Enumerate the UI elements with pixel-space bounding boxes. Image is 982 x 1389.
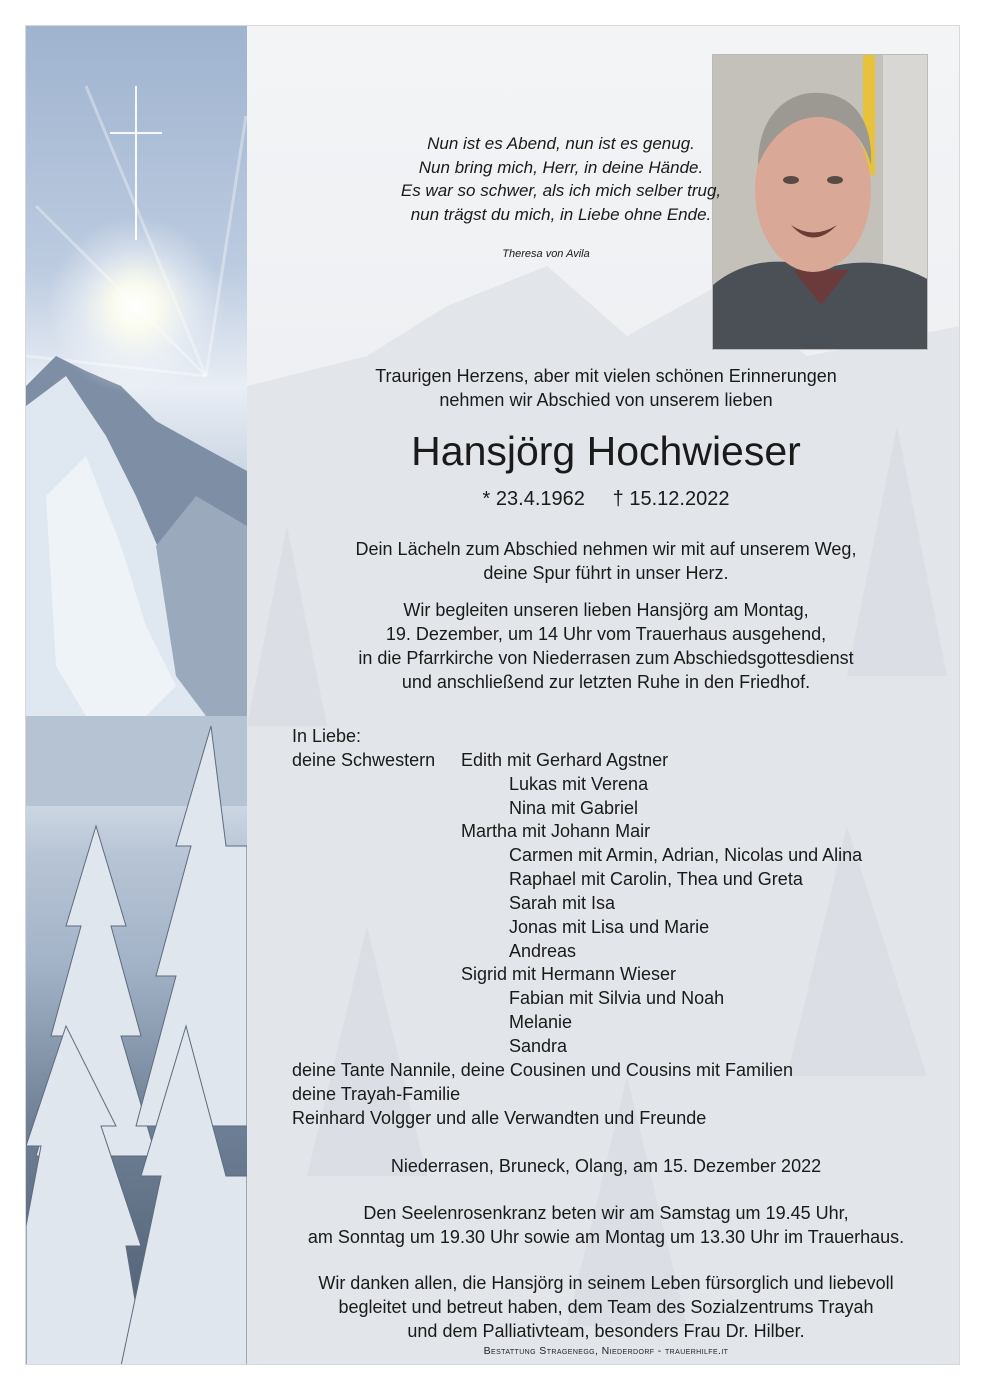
relative-name: Sandra	[509, 1035, 568, 1056]
intro-text	[271, 364, 941, 412]
paragraph-line: Den Seelenrosenkranz beten wir am Samstag um 19.45 Uhr,	[363, 1203, 849, 1223]
poem-line: nun trägst du mich, in Liebe ohne Ende.	[410, 204, 712, 224]
relative-name: Lukas mit Verena	[509, 773, 649, 794]
obituary-sheet	[25, 25, 960, 1365]
paragraph-line: 19. Dezember, um 14 Uhr vom Trauerhaus ausgehend,	[385, 624, 827, 644]
intro-line: Traurigen Herzens, aber mit vielen schönen Erinnerungen	[375, 366, 837, 386]
thanks-paragraph	[261, 1271, 951, 1343]
funeral-home-footer: Bestattung Stragenegg, Niederdorf - trauerhilfe.it	[483, 1345, 729, 1357]
life-dates	[271, 488, 941, 511]
poem-line: Nun ist es Abend, nun ist es genug.	[427, 134, 695, 153]
intro-line: nehmen wir Abschied von unserem lieben	[439, 390, 773, 410]
rosary-paragraph	[261, 1201, 951, 1249]
sisters-line	[292, 749, 862, 773]
sun-glow	[46, 216, 226, 396]
relative-name: Raphael mit Carolin, Thea und Greta	[509, 869, 803, 890]
farewell-paragraph	[261, 537, 951, 585]
sister-name: Sigrid mit Hermann Wieser	[461, 964, 677, 985]
paragraph-line: und anschließend zur letzten Ruhe in den Friedhof.	[401, 672, 811, 692]
sister-name: Edith mit Gerhard Agstner	[461, 749, 669, 770]
cross-icon-vertical	[135, 86, 137, 240]
funeral-info-paragraph	[261, 598, 951, 694]
poem-line: Es war so schwer, als ich mich selber trug,	[400, 181, 722, 200]
birth-date: * 23.4.1962	[482, 488, 585, 510]
poem-line: Nun bring mich, Herr, in deine Hände.	[418, 157, 704, 177]
paragraph-line: deine Spur führt in unser Herz.	[483, 563, 729, 583]
sister-name: Martha mit Johann Mair	[461, 821, 651, 842]
poem	[281, 132, 841, 226]
paragraph-line: und dem Palliativteam, besonders Frau Dr. Hilber.	[407, 1321, 805, 1341]
paragraph-line: in die Pfarrkirche von Niederrasen zum Abschiedsgottesdienst	[358, 648, 854, 668]
relative-name: Melanie	[509, 1012, 573, 1033]
other-mourners: deine Trayah-Familie	[292, 1083, 461, 1104]
relative-name: Nina mit Gabriel	[509, 797, 639, 818]
paragraph-line: begleitet und betreut haben, dem Team des Sozialzentrums Trayah	[338, 1297, 874, 1317]
paragraph-line: Wir begleiten unseren lieben Hansjörg am Montag,	[403, 600, 809, 620]
death-date: † 15.12.2022	[612, 488, 730, 510]
winter-landscape-picture	[26, 26, 247, 1365]
relative-name: Fabian mit Silvia und Noah	[509, 988, 725, 1009]
poem-author: Theresa von Avila	[502, 248, 590, 260]
other-mourners: Reinhard Volgger und alle Verwandten und Freunde	[292, 1107, 707, 1128]
place-date: Niederrasen, Bruneck, Olang, am 15. Dezember 2022	[390, 1156, 822, 1176]
relative-name: Jonas mit Lisa und Marie	[509, 916, 710, 937]
deceased-name: Hansjörg Hochwieser	[411, 428, 801, 474]
cross-icon-horizontal	[110, 132, 162, 134]
paragraph-line: Wir danken allen, die Hansjörg in seinem Leben fürsorglich und liebevoll	[318, 1273, 894, 1293]
paragraph-line: am Sonntag um 19.30 Uhr sowie am Montag um 13.30 Uhr im Trauerhaus.	[307, 1227, 905, 1247]
mourners-list	[292, 725, 862, 1130]
relative-name: Andreas	[509, 940, 577, 961]
mourners-heading: In Liebe:	[292, 726, 362, 746]
relative-name: Carmen mit Armin, Adrian, Nicolas und Alina	[509, 845, 863, 866]
other-mourners: deine Tante Nannile, deine Cousinen und Cousins mit Familien	[292, 1059, 793, 1080]
sisters-label: deine Schwestern	[292, 749, 436, 770]
paragraph-line: Dein Lächeln zum Abschied nehmen wir mit auf unserem Weg,	[355, 539, 857, 559]
relative-name: Sarah mit Isa	[509, 892, 616, 913]
